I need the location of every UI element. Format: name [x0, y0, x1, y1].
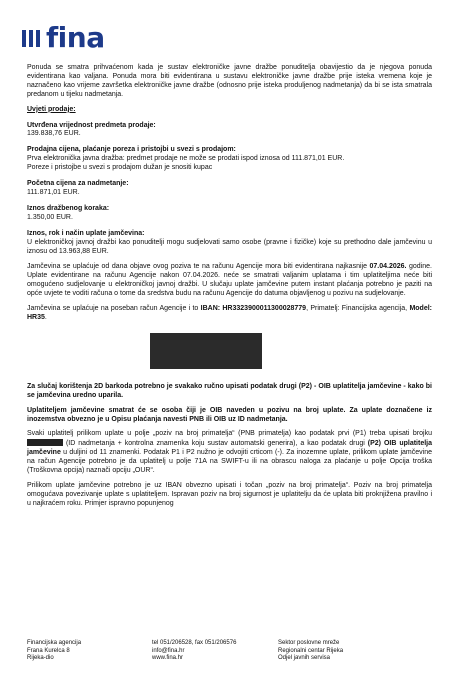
step-amount: 1.350,00 EUR.: [27, 213, 73, 221]
conditions-heading: Uvjeti prodaje:: [27, 105, 76, 113]
footer-col-agency: [27, 640, 152, 663]
deposit-heading: Iznos, rok i način uplate jamčevina:: [27, 229, 145, 237]
start-price-heading: Početna cijena za nadmetanje:: [27, 180, 129, 188]
footer-line: Frana Kurelca 8: [27, 647, 70, 654]
each-text-c: u duljini od 11 znamenki. Podatak P1 i P2 nužno je odvojiti crticom (-). Za inozemne uplate, prilikom uplate jamčevine na račun Agencije potrebno je da uplatitelj u polje 71A na SWIFT-u ili na obrascu naloga za plaćanje u polje Opcija troška (Troškovna opcija) naznači opciju „OUR“.: [27, 449, 432, 475]
footer-line: Rijeka-dio: [27, 655, 54, 662]
fina-logo-text: fina: [46, 21, 105, 54]
payer-note: Uplatiteljem jamčevine smatrat će se osoba čiji je OIB naveden u pozivu na broj uplate. Za uplate doznačene iz inozemstva obvezno je u Opisu plaćanja navesti PNB ili OIB uz ID nadmetanja.: [27, 406, 432, 423]
footer-line: Financijska agencija: [27, 640, 82, 646]
barcode-note: Za slučaj korištenja 2D barkoda potrebno je svakako ručno upisati podatak drugi (P2) - OIB uplatitelja jamčevine - kako bi se jamčevina uredno uparila.: [27, 382, 432, 399]
each-payer-paragraph: [27, 430, 432, 476]
iban-end: .: [44, 313, 47, 321]
each-text-b: (ID nadmetanja + kontrolna znamenka koju sustav automatski generira), a kao podatak drugi: [63, 440, 368, 448]
deadline-date: 07.04.2026.: [369, 263, 407, 271]
iban-paragraph: [27, 305, 432, 323]
footer-line: tel 051/206528, fax 051/206576: [152, 640, 237, 646]
price-heading: Prodajna cijena, plaćanje poreza i pristojbi u svezi s prodajom:: [27, 146, 236, 154]
price-line-2: Poreze i pristojbe u svezi s prodajom dužan je snositi kupac: [27, 164, 213, 172]
deadline-paragraph: [27, 263, 432, 299]
conditions-heading-block: [27, 106, 432, 115]
iban-number: IBAN: HR3323900011300028779: [200, 305, 307, 313]
footer-line: Odjel javnih servisa: [278, 655, 331, 662]
model-number: Model: HR35: [27, 305, 432, 321]
final-paragraph: Prilikom uplate jamčevine potrebno je uz IBAN obvezno upisati i točan „poziv na broj primatelja“. Poziv na broj primatelja omogućava povezivanje uplate s uplatiteljem. Ispravan poziv na broj sigurnost je uplatitelju da će uplata biti proknjižena pravilno i u najkraćem roku. Primjer ispravno popunjenog: [27, 482, 432, 507]
step-heading: Iznos dražbenog koraka:: [27, 204, 110, 212]
start-price-amount: 111.871,01 EUR.: [27, 188, 80, 196]
value-heading: Utvrđena vrijednost predmeta prodaje:: [27, 121, 156, 129]
footer-col-contact: [152, 640, 278, 663]
deposit-text: U elektroničkoj javnoj dražbi kao ponuditelji mogu sudjelovati samo osobe (pravne i fizičke) koje su prethodno dale jamčevinu u iznosu od 13.963,88 EUR.: [27, 238, 432, 255]
barcode-redacted: [150, 333, 262, 369]
step-section: [27, 205, 432, 223]
each-bold: (P2) OIB uplatitelja jamčevine: [27, 440, 433, 457]
deposit-section: [27, 230, 432, 257]
price-line-1: Prva elektronička javna dražba: predmet prodaje ne može se prodati ispod iznosa od 111.871,01 EUR.: [27, 155, 345, 163]
document-body: [27, 64, 432, 515]
redacted-id: [27, 439, 63, 446]
price-section: [27, 146, 432, 173]
footer-col-sector: [278, 640, 428, 663]
value-amount: 139.838,76 EUR.: [27, 130, 81, 138]
fina-logo: [22, 22, 105, 54]
intro-paragraph: Ponuda se smatra prihvaćenom kada je sustav elektroničke javne dražbe ponuditelja obavijestio da je njegova ponuda evidentirana kao valjana. Ponuda mora biti evidentirana u sustavu elektroničke javne dražbe prije isteka vremena koje je naznačeno kao vrijeme završetka elektroničke javne dražbe (odnosno prije isteka produljenog nadmetanja) da bi se ista smatrala predanom u tijeku nadmetanja.: [27, 64, 432, 98]
footer-line: info@fina.hr: [152, 647, 185, 654]
value-section: [27, 122, 432, 140]
iban-text-a: Jamčevina se uplaćuje na poseban račun Agencije i to: [27, 305, 201, 313]
fina-logo-bars-icon: [22, 30, 40, 47]
page-footer: [27, 640, 432, 663]
iban-text-b: , Primatelj: Financijska agencija,: [306, 305, 410, 313]
footer-line: Sektor poslovne mreže: [278, 640, 340, 646]
deadline-text-a: Jamčevina se uplaćuje od dana objave ovog poziva te na računu Agencije mora biti evidentirana najkasnije: [27, 263, 370, 271]
footer-line: www.fina.hr: [152, 655, 184, 662]
each-text-a: Svaki uplatitelj prilikom uplate u polje „poziv na broj primatelja“ (PNB primatelja) kao podatak prvi (P1) treba upisati brojku: [27, 430, 432, 438]
start-price-section: [27, 180, 432, 198]
footer-line: Regionalni centar Rijeka: [278, 647, 344, 654]
deadline-text-b: godine. Uplate evidentirane na računu Agencije nakon 07.04.2026. neće se smatrati valjanim uplatama i tim uplatiteljima neće biti omogućeno sudjelovanje u elektroničkoj javnoj dražbi. U slučaju uplate jamčevine putem instant plaćanja potrebno je paziti na opće uvjete te voditi računa o tome da sredstva budu na računu Agencije do datuma objavljenog u pozivu na sudjelovanje.: [27, 263, 432, 298]
